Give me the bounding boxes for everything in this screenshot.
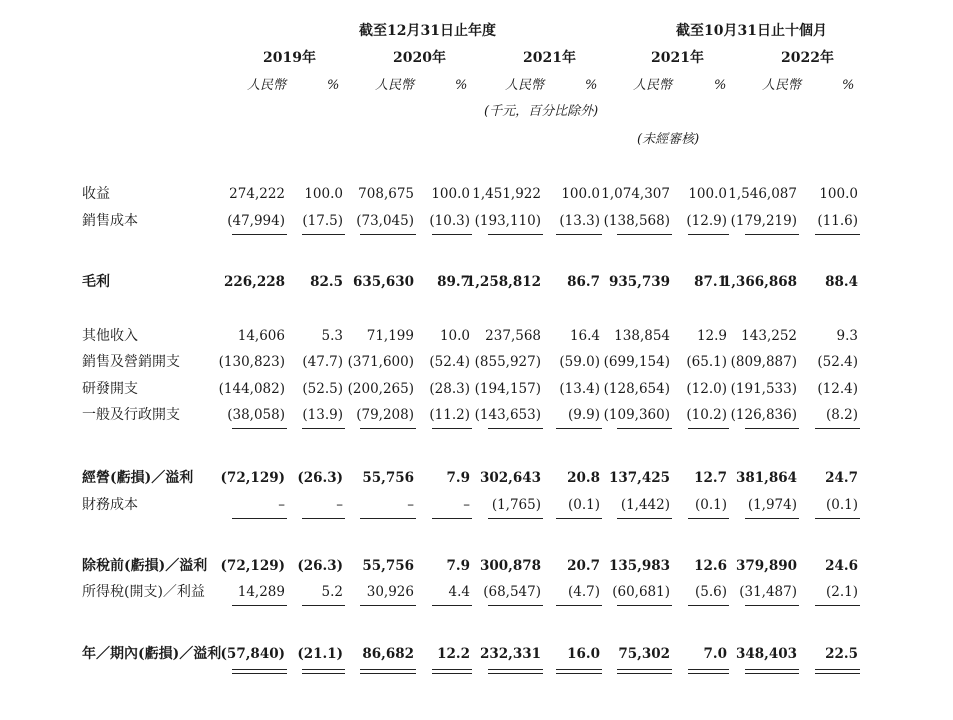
cell-pct-2019: 5.2 bbox=[321, 584, 343, 600]
cell-pct-2020: (11.2) bbox=[429, 407, 470, 423]
cell-pct-2021-10m: 100.0 bbox=[688, 186, 727, 202]
row-label: 銷售及營銷開支 bbox=[82, 354, 180, 370]
cell-pct-2019: (13.9) bbox=[302, 407, 343, 423]
cell-pct-2022-10m: 88.4 bbox=[825, 274, 858, 290]
cell-pct-2021: 16.4 bbox=[569, 328, 600, 344]
cell-rmb-2021-10m: 1,074,307 bbox=[601, 186, 670, 202]
cell-pct-2021: (0.1) bbox=[567, 497, 600, 513]
total-double-rule bbox=[302, 669, 345, 674]
cell-rmb-2020: (371,600) bbox=[347, 354, 414, 370]
cell-rmb-2022-10m: 381,864 bbox=[735, 470, 797, 486]
cell-pct-2022-10m: (0.1) bbox=[825, 497, 858, 513]
cell-pct-2022-10m: 24.6 bbox=[825, 558, 858, 574]
subtotal-rule bbox=[556, 234, 602, 235]
subtotal-rule bbox=[617, 428, 672, 429]
cell-pct-2019: (47.7) bbox=[302, 354, 343, 370]
row-label: 除稅前(虧損)／溢利 bbox=[82, 558, 208, 574]
cell-pct-2020: 10.0 bbox=[439, 328, 470, 344]
header-ten-month-group: 截至10月31日止十個月 bbox=[676, 23, 827, 39]
subtotal-rule bbox=[232, 605, 287, 606]
subtotal-rule bbox=[232, 428, 287, 429]
cell-rmb-2021-10m: 935,739 bbox=[608, 274, 670, 290]
subtotal-rule bbox=[432, 234, 472, 235]
cell-pct-2020: 7.9 bbox=[446, 558, 470, 574]
subtotal-rule bbox=[556, 518, 602, 519]
cell-pct-2021-10m: 12.6 bbox=[694, 558, 727, 574]
row-label: 一般及行政開支 bbox=[82, 407, 180, 423]
cell-pct-2020: – bbox=[463, 497, 470, 513]
cell-pct-2021-10m: (10.2) bbox=[686, 407, 727, 423]
cell-rmb-2022-10m: (179,219) bbox=[730, 213, 797, 229]
percent-label-2021-ten-months: % bbox=[714, 78, 727, 93]
cell-pct-2021: 86.7 bbox=[567, 274, 600, 290]
subtotal-rule bbox=[360, 518, 416, 519]
cell-pct-2021: 20.7 bbox=[567, 558, 600, 574]
subtotal-rule bbox=[232, 518, 287, 519]
cell-rmb-2019: (47,994) bbox=[227, 213, 285, 229]
cell-rmb-2021: 300,878 bbox=[479, 558, 541, 574]
cell-pct-2020: (10.3) bbox=[429, 213, 470, 229]
cell-rmb-2019: (130,823) bbox=[218, 354, 285, 370]
currency-label-2021: 人民幣 bbox=[505, 78, 545, 93]
cell-pct-2020: 100.0 bbox=[431, 186, 470, 202]
cell-rmb-2020: 55,756 bbox=[362, 470, 414, 486]
cell-pct-2019: (21.1) bbox=[297, 646, 343, 662]
subtotal-rule bbox=[815, 518, 860, 519]
subtotal-rule bbox=[688, 234, 729, 235]
cell-pct-2021: (4.7) bbox=[567, 584, 600, 600]
cell-rmb-2021-10m: (128,654) bbox=[603, 381, 670, 397]
total-double-rule bbox=[232, 669, 287, 674]
row-label: 毛利 bbox=[82, 274, 110, 290]
subtotal-rule bbox=[432, 518, 472, 519]
row-label: 所得稅(開支)／利益 bbox=[82, 584, 205, 600]
cell-rmb-2021: (68,547) bbox=[483, 584, 541, 600]
cell-rmb-2021-10m: 137,425 bbox=[608, 470, 670, 486]
cell-rmb-2020: (200,265) bbox=[347, 381, 414, 397]
cell-pct-2020: 12.2 bbox=[437, 646, 470, 662]
cell-rmb-2021-10m: (109,360) bbox=[603, 407, 670, 423]
cell-rmb-2019: 274,222 bbox=[229, 186, 285, 202]
subtotal-rule bbox=[232, 234, 287, 235]
cell-rmb-2021-10m: 135,983 bbox=[608, 558, 670, 574]
currency-label-2020: 人民幣 bbox=[375, 78, 415, 93]
subtotal-rule bbox=[302, 518, 345, 519]
cell-pct-2021: 20.8 bbox=[567, 470, 600, 486]
cell-rmb-2021-10m: 75,302 bbox=[618, 646, 670, 662]
cell-rmb-2020: 86,682 bbox=[362, 646, 414, 662]
cell-pct-2021: 16.0 bbox=[567, 646, 600, 662]
cell-rmb-2020: 708,675 bbox=[358, 186, 414, 202]
cell-pct-2019: (26.3) bbox=[297, 558, 343, 574]
cell-rmb-2020: 635,630 bbox=[352, 274, 414, 290]
cell-pct-2020: (28.3) bbox=[429, 381, 470, 397]
cell-rmb-2019: (72,129) bbox=[220, 470, 285, 486]
cell-rmb-2019: 226,228 bbox=[223, 274, 285, 290]
cell-pct-2019: (52.5) bbox=[302, 381, 343, 397]
cell-pct-2021-10m: 12.7 bbox=[694, 470, 727, 486]
header-year-2019: 2019年 bbox=[263, 50, 316, 66]
row-label: 經營(虧損)／溢利 bbox=[82, 470, 194, 486]
subtotal-rule bbox=[556, 605, 602, 606]
currency-label-2022-ten-months: 人民幣 bbox=[762, 78, 802, 93]
cell-rmb-2021-10m: (138,568) bbox=[603, 213, 670, 229]
cell-rmb-2019: (144,082) bbox=[218, 381, 285, 397]
cell-rmb-2021: (194,157) bbox=[474, 381, 541, 397]
cell-rmb-2021: 1,451,922 bbox=[472, 186, 541, 202]
cell-rmb-2022-10m: 379,890 bbox=[735, 558, 797, 574]
subtotal-rule bbox=[488, 605, 543, 606]
subtotal-rule bbox=[302, 234, 345, 235]
subtotal-rule bbox=[488, 428, 543, 429]
total-double-rule bbox=[432, 669, 472, 674]
cell-rmb-2022-10m: 143,252 bbox=[741, 328, 797, 344]
row-label: 年／期內(虧損)／溢利 bbox=[82, 646, 222, 662]
cell-rmb-2021-10m: 138,854 bbox=[614, 328, 670, 344]
cell-rmb-2022-10m: (1,974) bbox=[747, 497, 797, 513]
cell-rmb-2022-10m: 1,366,868 bbox=[721, 274, 797, 290]
cell-pct-2020: 4.4 bbox=[448, 584, 470, 600]
subtotal-rule bbox=[432, 428, 472, 429]
header-year-2022-ten-months: 2022年 bbox=[781, 50, 834, 66]
cell-pct-2022-10m: (12.4) bbox=[817, 381, 858, 397]
units-note: (千元，百分比除外) bbox=[484, 104, 599, 119]
row-label: 銷售成本 bbox=[82, 213, 138, 229]
percent-label-2020: % bbox=[455, 78, 468, 93]
cell-rmb-2020: (79,208) bbox=[356, 407, 414, 423]
subtotal-rule bbox=[745, 605, 799, 606]
subtotal-rule bbox=[617, 518, 672, 519]
subtotal-rule bbox=[617, 234, 672, 235]
cell-rmb-2019: – bbox=[278, 497, 285, 513]
row-label: 收益 bbox=[82, 186, 110, 202]
cell-pct-2022-10m: (52.4) bbox=[817, 354, 858, 370]
cell-pct-2022-10m: 24.7 bbox=[825, 470, 858, 486]
subtotal-rule bbox=[432, 605, 472, 606]
row-label: 其他收入 bbox=[82, 328, 138, 344]
cell-rmb-2022-10m: 1,546,087 bbox=[728, 186, 797, 202]
subtotal-rule bbox=[360, 234, 416, 235]
subtotal-rule bbox=[745, 518, 799, 519]
currency-label-2021-ten-months: 人民幣 bbox=[633, 78, 673, 93]
cell-pct-2020: 7.9 bbox=[446, 470, 470, 486]
cell-rmb-2021: 302,643 bbox=[479, 470, 541, 486]
cell-rmb-2020: 55,756 bbox=[362, 558, 414, 574]
cell-pct-2021-10m: 87.1 bbox=[694, 274, 727, 290]
subtotal-rule bbox=[360, 605, 416, 606]
cell-pct-2021: (9.9) bbox=[567, 407, 600, 423]
cell-rmb-2021-10m: (699,154) bbox=[603, 354, 670, 370]
cell-pct-2019: 100.0 bbox=[304, 186, 343, 202]
total-double-rule bbox=[360, 669, 416, 674]
total-double-rule bbox=[556, 669, 602, 674]
cell-pct-2021: (59.0) bbox=[559, 354, 600, 370]
cell-rmb-2021: (193,110) bbox=[474, 213, 541, 229]
cell-rmb-2022-10m: (31,487) bbox=[739, 584, 797, 600]
cell-rmb-2022-10m: (191,533) bbox=[730, 381, 797, 397]
total-double-rule bbox=[688, 669, 729, 674]
cell-rmb-2019: 14,606 bbox=[237, 328, 285, 344]
cell-pct-2022-10m: (11.6) bbox=[817, 213, 858, 229]
subtotal-rule bbox=[745, 234, 799, 235]
subtotal-rule bbox=[488, 518, 543, 519]
cell-rmb-2021: (143,653) bbox=[474, 407, 541, 423]
cell-rmb-2022-10m: (126,836) bbox=[730, 407, 797, 423]
subtotal-rule bbox=[688, 605, 729, 606]
cell-rmb-2020: 71,199 bbox=[366, 328, 414, 344]
cell-pct-2021-10m: (65.1) bbox=[686, 354, 727, 370]
cell-rmb-2020: (73,045) bbox=[356, 213, 414, 229]
cell-rmb-2019: (38,058) bbox=[227, 407, 285, 423]
cell-pct-2021-10m: 12.9 bbox=[696, 328, 727, 344]
subtotal-rule bbox=[302, 428, 345, 429]
row-label: 財務成本 bbox=[82, 497, 138, 513]
cell-pct-2020: (52.4) bbox=[429, 354, 470, 370]
cell-pct-2022-10m: 9.3 bbox=[836, 328, 858, 344]
cell-pct-2019: – bbox=[336, 497, 343, 513]
total-double-rule bbox=[488, 669, 543, 674]
cell-pct-2021-10m: (5.6) bbox=[694, 584, 727, 600]
cell-rmb-2019: (72,129) bbox=[220, 558, 285, 574]
subtotal-rule bbox=[488, 234, 543, 235]
cell-rmb-2021: (855,927) bbox=[474, 354, 541, 370]
header-fiscal-year-group: 截至12月31日止年度 bbox=[359, 23, 496, 39]
percent-label-2022-ten-months: % bbox=[842, 78, 855, 93]
subtotal-rule bbox=[688, 428, 729, 429]
cell-pct-2019: 5.3 bbox=[321, 328, 343, 344]
cell-rmb-2019: 14,289 bbox=[237, 584, 285, 600]
currency-label-2019: 人民幣 bbox=[247, 78, 287, 93]
cell-pct-2020: 89.7 bbox=[437, 274, 470, 290]
cell-pct-2019: (26.3) bbox=[297, 470, 343, 486]
cell-pct-2022-10m: (8.2) bbox=[825, 407, 858, 423]
cell-rmb-2021-10m: (60,681) bbox=[612, 584, 670, 600]
row-label: 研發開支 bbox=[82, 381, 138, 397]
percent-label-2019: % bbox=[327, 78, 340, 93]
total-double-rule bbox=[745, 669, 799, 674]
subtotal-rule bbox=[617, 605, 672, 606]
subtotal-rule bbox=[360, 428, 416, 429]
cell-pct-2019: (17.5) bbox=[302, 213, 343, 229]
subtotal-rule bbox=[815, 605, 860, 606]
subtotal-rule bbox=[688, 518, 729, 519]
cell-rmb-2020: – bbox=[407, 497, 414, 513]
unaudited-note: (未經審核) bbox=[637, 132, 700, 147]
cell-pct-2022-10m: 100.0 bbox=[819, 186, 858, 202]
subtotal-rule bbox=[815, 234, 860, 235]
total-double-rule bbox=[617, 669, 672, 674]
header-year-2020: 2020年 bbox=[393, 50, 446, 66]
cell-pct-2022-10m: (2.1) bbox=[825, 584, 858, 600]
header-year-2021: 2021年 bbox=[523, 50, 576, 66]
header-year-2021-ten-months: 2021年 bbox=[651, 50, 704, 66]
cell-rmb-2021: 232,331 bbox=[479, 646, 541, 662]
cell-rmb-2021-10m: (1,442) bbox=[620, 497, 670, 513]
subtotal-rule bbox=[556, 428, 602, 429]
subtotal-rule bbox=[745, 428, 799, 429]
cell-pct-2021: (13.3) bbox=[559, 213, 600, 229]
cell-rmb-2019: (57,840) bbox=[220, 646, 285, 662]
total-double-rule bbox=[815, 669, 860, 674]
cell-pct-2021-10m: (0.1) bbox=[694, 497, 727, 513]
cell-pct-2021-10m: (12.9) bbox=[686, 213, 727, 229]
cell-rmb-2020: 30,926 bbox=[366, 584, 414, 600]
cell-pct-2021: (13.4) bbox=[559, 381, 600, 397]
subtotal-rule bbox=[815, 428, 860, 429]
cell-pct-2019: 82.5 bbox=[310, 274, 343, 290]
cell-rmb-2022-10m: 348,403 bbox=[735, 646, 797, 662]
cell-rmb-2021: 1,258,812 bbox=[465, 274, 541, 290]
cell-rmb-2021: (1,765) bbox=[491, 497, 541, 513]
cell-pct-2022-10m: 22.5 bbox=[825, 646, 858, 662]
cell-pct-2021: 100.0 bbox=[561, 186, 600, 202]
percent-label-2021: % bbox=[585, 78, 598, 93]
subtotal-rule bbox=[302, 605, 345, 606]
cell-pct-2021-10m: (12.0) bbox=[686, 381, 727, 397]
cell-pct-2021-10m: 7.0 bbox=[703, 646, 727, 662]
cell-rmb-2022-10m: (809,887) bbox=[730, 354, 797, 370]
cell-rmb-2021: 237,568 bbox=[485, 328, 541, 344]
